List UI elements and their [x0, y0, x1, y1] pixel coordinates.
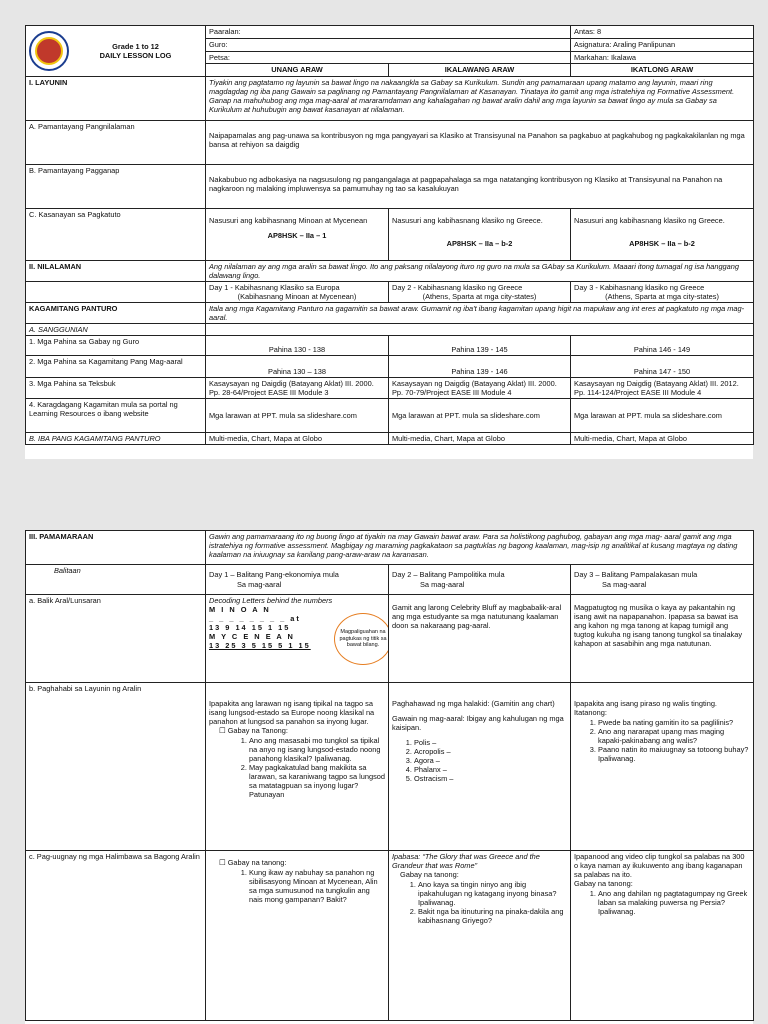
pagugnay-day2-gabay: Gabay na tanong: [400, 870, 459, 880]
r2-day1: Pahina 130 – 138 [206, 356, 389, 378]
paghahabi-day3-text: Ipapakita ang isang piraso ng walis tingting. [574, 699, 717, 708]
antas-field: Antas: 8 [571, 26, 754, 39]
sanggunian-blank [206, 324, 754, 336]
pagugnay-day1-gabay [209, 858, 385, 867]
balitaan-day3 [571, 565, 754, 595]
term-polis: 1. Polis – [414, 738, 567, 747]
r3-day2: Kasaysayan ng Daigdig (Batayang Aklat) III. 2000. Pp. 70-79/Project EASE III Module 4 [389, 378, 571, 399]
paghahabi-day3-q3: 3. Paano natin ito maiuugnay sa totoong buhay? Ipaliwanag. [598, 745, 750, 763]
pagugnay-day3 [571, 851, 754, 1021]
paghahabi-day1-text: Ipapakita ang larawan ng isang tipikal na tagpo sa isang lungsod-estado sa Europe noong klasikal na panahon at lungsod sa panahon sa inyong lugar. [209, 699, 375, 727]
balitaan-day2-sub: Sa mag-aaral [420, 579, 465, 589]
r3-label: 3. Mga Pahina sa Teksbuk [26, 378, 206, 399]
nilalaman-day3-sub: (Athens, Sparta at mga city-states) [605, 292, 719, 302]
pagugnay-day1-q1: 1. Kung ikaw ay nabuhay sa panahon ng sibilisasyong Minoan at Mycenean, Alin sa mga sumusunod na tungkulin ang nais mong gampanan? Bakit? [249, 868, 385, 904]
nilalaman-day2-sub: (Athens, Sparta at mga city-states) [422, 292, 537, 302]
balik-day1 [206, 595, 389, 683]
day1-header: UNANG ARAW [206, 64, 389, 77]
paghahabi-day1-gabay [209, 726, 385, 735]
balitaan-label: Balitaan [26, 565, 206, 595]
balitaan-day1-title: Day 1 – Balitang Pang-ekonomiya mula [209, 570, 339, 580]
deped-seal-icon [29, 31, 69, 71]
paghahabi-label: b. Paghahabi sa Layunin ng Aralin [26, 683, 206, 851]
guro-field: Guro: [206, 38, 571, 51]
pagugnay-day2-q1: 1. Ano kaya sa tingin ninyo ang ibig ipakahulugan ng katagang inyong binasa? Ipaliwanag. [418, 880, 567, 907]
nilalaman-day3-title: Day 3 - Kabihasnang klasiko ng Greece [574, 283, 705, 293]
nilalaman-blank [26, 282, 206, 303]
nilalaman-day3 [571, 282, 754, 303]
pagugnay-day2-q2: 2. Bakit nga ba itinuturing na pinaka-dakila ang kabihasnang Griyego? [418, 907, 567, 925]
pagugnay-label: c. Pag-uugnay ng mga Halimbawa sa Bagong Aralin [26, 851, 206, 1021]
kasanayan-code1: AP8HSK – IIa – 1 [267, 231, 327, 241]
layunin-text: Tiyakin ang pagtatamo ng layunin sa bawat lingo na nakaangkla sa Gabay sa Kurikulum. Sundin ang pamamaraan upang matamo ang layunin, maari ring magdagdag ng iba pang Gawain sa paglinang ng Pamantayang Pangnilalaman at Kasanayan. Tinataya ito gamit ang mga istratehiya ng Formative Assessment. Ganap na mahuhubog ang mga mag-aaral at mararamdaman ang kahalagahan ng bawat aralin dahil ang mga layunin sa bawat lingo ay mula sa Gabay sa Kurikulum at huhubugin ang bawat kasanayan at nilalaman. [206, 77, 754, 121]
r3-day3: Kasaysayan ng Daigdig (Batayang Aklat) III. 2012. Pp. 114-124/Project EASE III Module 4 [571, 378, 754, 399]
iba-day2: Multi-media, Chart, Mapa at Globo [389, 433, 571, 445]
pagugnay-day1 [206, 851, 389, 1021]
paghahabi-day3 [571, 683, 754, 851]
kasanayan-day3 [571, 209, 754, 261]
header-title-line2: DAILY LESSON LOG [99, 51, 172, 60]
r4-label: 4. Karagdagang Kagamitan mula sa portal ng Learning Resources o ibang website [26, 399, 206, 433]
lesson-log-page-1 [25, 25, 753, 459]
r2-day3: Pahina 147 - 150 [571, 356, 754, 378]
nilalaman-text: Ang nilalaman ay ang mga aralin sa bawat lingo. Ito ang paksang nilalayong ituro ng guro na mula sa GAbay sa Kurikulum. Maaari itong tumagal ng isa hanggang dalawang lingo. [206, 261, 754, 282]
nilalaman-day2-title: Day 2 - Kabihasnang klasiko ng Greece [392, 283, 523, 293]
balik-label: a. Balik Aral/Lunsaran [26, 595, 206, 683]
paghahabi-day2 [389, 683, 571, 851]
balitaan-day3-title: Day 3 – Balitang Pampalakasan mula [574, 570, 698, 580]
paghahabi-day3-q2: 2. Ano ang nararapat upang mas maging kapaki-pakinabang ang walis? [598, 727, 750, 745]
kasanayan-day1 [206, 209, 389, 261]
nilalaman-label: II. NILALAMAN [26, 261, 206, 282]
layunin-label: I. LAYUNIN [26, 77, 206, 121]
balitaan-day2 [389, 565, 571, 595]
header-title-cell [26, 26, 206, 77]
r3-day1: Kasaysayan ng Daigdig (Batayang Aklat) III. 2000. Pp. 28-64/Project EASE III Module 3 [206, 378, 389, 399]
kasanayan-code3: AP8HSK – IIa – b-2 [629, 239, 695, 249]
paghahabi-day2-text2: Gawain ng mag-aaral: Ibigay ang kahulugan ng mga kaisipan. [392, 714, 564, 733]
paghahabi-day1 [206, 683, 389, 851]
r4-day1: Mga larawan at PPT. mula sa slideshare.com [206, 399, 389, 433]
r2-label: 2. Mga Pahina sa Kagamitang Pang Mag-aaral [26, 356, 206, 378]
nilalaman-day1-sub: (Kabihasnang Minoan at Mycenean) [237, 292, 357, 302]
iba-day1: Multi-media, Chart, Mapa at Globo [206, 433, 389, 445]
pamamaraan-label: III. PAMAMARAAN [26, 531, 206, 565]
kasanayan-day2-text: Nasusuri ang kabihasnang klasiko ng Greece. [392, 216, 543, 225]
decode-line2: _ _ _ _ _ _ _ _ at [209, 614, 301, 624]
dll-table-2 [25, 530, 754, 1021]
r1-label: 1. Mga Pahina sa Gabay ng Guro [26, 336, 206, 356]
balitaan-day2-title: Day 2 – Balitang Pampolitika mula [392, 570, 505, 580]
r2-day2: Pahina 139 - 146 [389, 356, 571, 378]
paghahabi-day1-q2: 2. May pagkakatulad bang makikita sa larawan, sa karaniwang tagpo sa lungsod sa matatagpuan sa inyong lugar? Patunayan [249, 763, 385, 799]
balitaan-day1 [206, 565, 389, 595]
decode-line1: M I N O A N [209, 605, 271, 615]
paghahabi-day3-text2: Itatanong: [574, 708, 607, 718]
kasanayan-code2: AP8HSK – IIa – b-2 [446, 239, 513, 249]
paghahabi-day1-q1: 1. Ano ang masasabi mo tungkol sa tipikal na anyo ng isang lungsod-estado noong panahong klasikal? Ipaliwanag. [249, 736, 385, 763]
decode-line4: M Y C E N E A N [209, 632, 295, 642]
pagugnay-day3-text: Ipapanood ang video clip tungkol sa palabas na 300 o kaya naman ay ikukuwento ang ibang kaganapan sa palabas na ito. [574, 852, 745, 880]
kasanayan-day2 [389, 209, 571, 261]
markahan-field: Markahan: Ikalawa [571, 51, 754, 64]
pagugnay-day3-gabay: Gabay na tanong: [574, 879, 633, 889]
balitaan-day3-sub: Sa mag-aaral [602, 579, 647, 589]
term-phalanx: 4. Phalanx – [414, 765, 567, 774]
balitaan-day1-sub: Sa mag-aaral [237, 579, 282, 589]
header-title-line1: Grade 1 to 12 [112, 41, 159, 51]
decode-line3: 13 9 14 15 1 15 [209, 623, 291, 633]
lesson-log-page-2 [25, 530, 753, 1024]
nilalaman-day1-title: Day 1 - Kabihasnang Klasiko sa Europa [209, 283, 340, 293]
pagugnay-day3-q1: 1. Ano ang dahilan ng pagtatagumpay ng Greek laban sa malaking puwersa ng Persia? Ipaliwanag. [598, 889, 750, 916]
day2-header: IKALAWANG ARAW [389, 64, 571, 77]
decode-line5: 13 25 3 5 15 5 1 15 [209, 641, 311, 651]
r4-day2: Mga larawan at PPT. mula sa slideshare.com [389, 399, 571, 433]
nilalaman-day2 [389, 282, 571, 303]
pagugnay-day2-text: Ipabasa: “The Glory that was Greece and the Grandeur that was Rome” [392, 852, 540, 871]
kasanayan-label: C. Kasanayan sa Pagkatuto [26, 209, 206, 261]
kasanayan-day1-text: Nasusuri ang kabihasnang Minoan at Mycenean [209, 216, 368, 225]
pangnilalaman-label: A. Pamantayang Pangnilalaman [26, 121, 206, 165]
pamamaraan-text: Gawin ang pamamaraang ito ng buong lingo at tiyakin na may Gawain bawat araw. Para sa holistikong paghubog, gabayan ang mga mag- aaral gamit ang mga istratehiya ng formative assessment. Magbigay ng maraming pagkakataon sa pagtuklas ng bagong kaalaman, mag-isip ng analitikal at kusang magtaya ng dating kaalaman na iniuugnay sa kanilang pang-araw-araw na karanasan. [206, 531, 754, 565]
nilalaman-day1 [206, 282, 389, 303]
term-acropolis: 2. Acropolis – [414, 747, 567, 756]
paaralan-field: Paaralan: [206, 26, 571, 39]
pangnilalaman-text: Naipapamalas ang pag-unawa sa kontribusyon ng mga pangyayari sa Klasiko at Transisyunal na Panahon sa pagkabuo at pagkahubog ng pagkakakilanlan ng mga bansa at rehiyon sa daigdig [206, 121, 754, 165]
pagugnay-day2 [389, 851, 571, 1021]
iba-label: B. IBA PANG KAGAMITANG PANTURO [26, 433, 206, 445]
paghahabi-day2-text: Paghahawad ng mga halakid: (Gamitin ang chart) [392, 699, 555, 708]
pagganap-text: Nakabubuo ng adbokasiya na nagsusulong ng pangangalaga at pagpapahalaga sa mga natatanging kontribusyon ng Klasiko at Transisyunal na Panahon na nagkaroon ng malaking impluwensya sa pamumuhay ng tao sa kasalukuyan [206, 165, 754, 209]
asignatura-field: Asignatura: Araling Panlipunan [571, 38, 754, 51]
r1-day2: Pahina 139 - 145 [389, 336, 571, 356]
r1-day3: Pahina 146 - 149 [571, 336, 754, 356]
pagugnay-day1-gabay-label: Gabay na tanong: [227, 858, 287, 867]
r4-day3: Mga larawan at PPT. mula sa slideshare.com [571, 399, 754, 433]
iba-day3: Multi-media, Chart, Mapa at Globo [571, 433, 754, 445]
petsa-field: Petsa: [206, 51, 571, 64]
paghahabi-day1-gabay-label: Gabay na Tanong: [227, 726, 288, 736]
pagganap-label: B. Pamantayang Pagganap [26, 165, 206, 209]
kagamitan-text: Itala ang mga Kagamitang Panturo na gagamitin sa bawat araw. Gumamit ng iba't ibang kagamitan upang higit na mapukaw ang int eres at pagkatuto ng mga mag-aaral. [206, 303, 754, 324]
day3-header: IKATLONG ARAW [571, 64, 754, 77]
kagamitan-label: KAGAMITANG PANTURO [26, 303, 206, 324]
paghahabi-day3-q1: 1. Pwede ba nating gamitin ito sa paglilinis? [598, 718, 750, 727]
checkbox-icon: ☐ [219, 858, 228, 867]
hint-oval: Magpaliguahan na pagtukas ng titik sa bawat bilang. [334, 613, 389, 665]
dll-table-1 [25, 25, 754, 445]
checkbox-icon: ☐ [219, 726, 228, 736]
term-agora: 3. Agora – [414, 756, 567, 765]
balik-day3: Magpatugtog ng musika o kaya ay pakantahin ng isang awit na napapanahon. Ipapasa sa bawat isa ang kahon ng mga tanong at kapag tumigil ang tugtog kukuha ng isang tanong tungkol sa tinalakay kahapon at sasabihin ang mga natutunan. [571, 595, 754, 683]
decode-title: Decoding Letters behind the numbers [209, 596, 333, 605]
sanggunian-label: A. SANGGUNIAN [26, 324, 206, 336]
kasanayan-day3-text: Nasusuri ang kabihasnang klasiko ng Greece. [574, 216, 725, 225]
term-ostracism: 5. Ostracism – [414, 774, 567, 783]
r1-day1: Pahina 130 - 138 [206, 336, 389, 356]
balik-day2: Gamit ang larong Celebrity Bluff ay magbabalik-aral ang mga estudyante sa mga natutunang kaalaman doon sa nakaraang pag-aaral. [389, 595, 571, 683]
